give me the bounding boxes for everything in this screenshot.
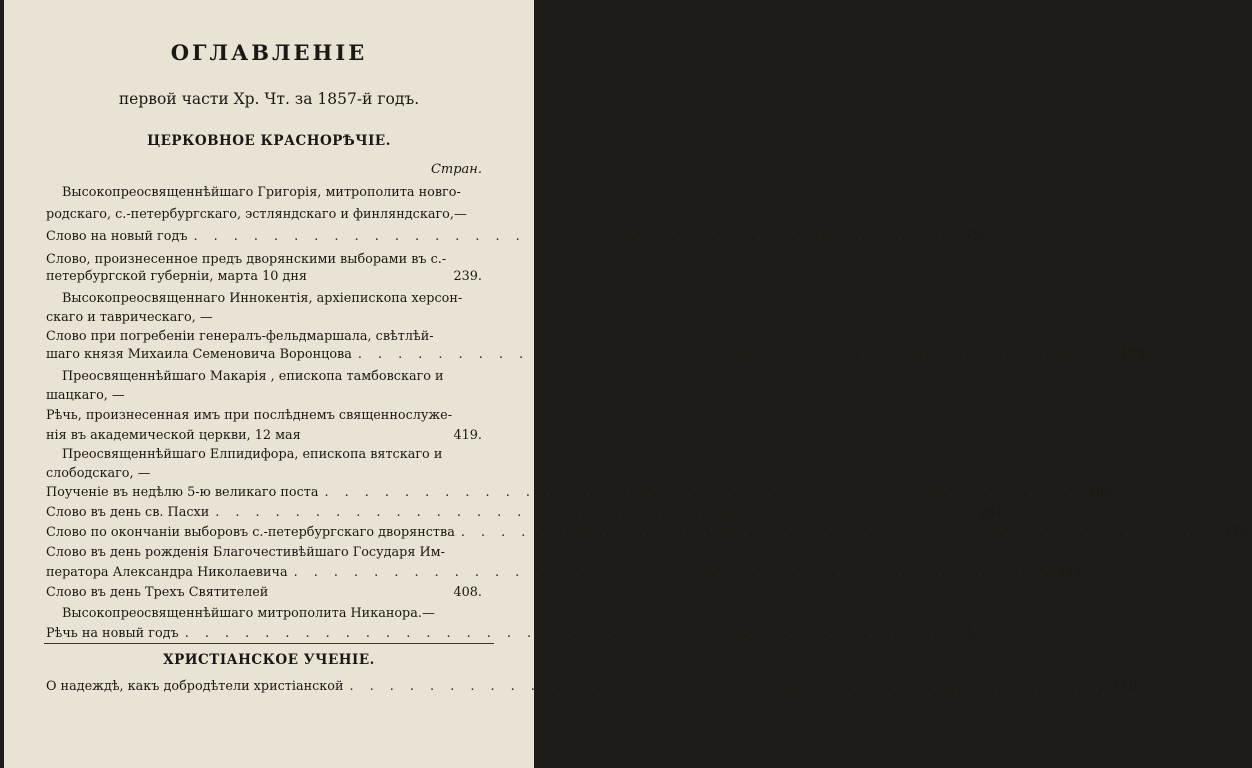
toc-entry[interactable] xyxy=(46,346,1150,364)
toc-line: Слово, произнесенное предъ дворянскими выборами въ с.- xyxy=(46,252,447,267)
dot-leader: . . . . . . . . . . . . . . . . . . . . . . . . . . . . . . . . . . . . . . xyxy=(349,679,1105,694)
toc-entry-page: 408. xyxy=(453,585,482,600)
book-page xyxy=(4,0,1252,768)
toc-entry[interactable] xyxy=(46,228,985,246)
toc-line: шацкаго, — xyxy=(46,388,125,403)
toc-entry-title: Слово по окончаніи выборовъ с.-петербургскаго дворянства xyxy=(46,525,455,540)
toc-entry-title: нія въ академической церкви, 12 мая xyxy=(46,428,301,443)
toc-entry-page: 333. xyxy=(1056,565,1086,580)
toc-entry-page: 419. xyxy=(453,428,482,443)
dot-leader: . . . . . . . . . . . . . . . . . . . . . . . . . . . . . . . . . . . . . . xyxy=(184,626,940,641)
dot-leader: . . . . . . . . . . . . . . . . . . . . . . . . . . . . . . . . . . . . . . xyxy=(357,347,1113,362)
section-heading: ЦЕРКОВНОЕ КРАСНОРѢЧІЕ. xyxy=(147,133,391,149)
section-divider xyxy=(44,643,494,644)
toc-line: Высокопреосвященнѣйшаго Григорія, митрополита новго- xyxy=(62,185,461,200)
toc-entry-title: шаго князя Михаила Семеновича Воронцова xyxy=(46,347,352,362)
dot-leader: . . . . . . . . . . . . . . . . . . . . . . . . . . . . . . . . . . . . . . xyxy=(293,565,1049,580)
toc-entry-title: ператора Александра Николаевича xyxy=(46,565,288,580)
dot-leader: . . . . . . . . . . . . . . . . . . . . . . . . . . . . . . . . . . . . . . xyxy=(193,229,949,244)
toc-entry-page: 239. xyxy=(453,269,482,284)
toc-entry[interactable] xyxy=(46,427,482,445)
toc-line: Преосвященнѣйшаго Елпидифора, епископа вятскаго и xyxy=(62,447,443,462)
toc-line: Слово въ день рожденія Благочестивѣйшаго Государя Им- xyxy=(46,545,445,560)
section-heading: ХРИСТІАНСКОЕ УЧЕНІЕ. xyxy=(163,652,375,668)
toc-entry[interactable] xyxy=(46,625,976,643)
toc-line: Слово при погребеніи генералъ-фельдмаршала, свѣтлѣй- xyxy=(46,329,434,344)
toc-entry-page: 279. xyxy=(1223,525,1252,540)
toc-entry-page: 118. xyxy=(1112,679,1142,694)
page-subtitle: первой части Хр. Чт. за 1857-й годъ. xyxy=(118,90,420,108)
toc-entry-title: Слово въ день Трехъ Святителей xyxy=(46,585,269,600)
toc-entry[interactable] xyxy=(46,484,1117,502)
toc-line: скаго и таврическаго, — xyxy=(46,310,213,325)
toc-line: Высокопреосвященнѣйшаго митрополита Никанора.— xyxy=(62,606,435,621)
toc-entry-page: 209. xyxy=(1087,485,1117,500)
toc-entry[interactable] xyxy=(46,504,1007,522)
toc-entry-title: Рѣчь на новый годъ xyxy=(46,626,179,641)
toc-entry-title: петербургской губерніи, марта 10 дня xyxy=(46,269,307,284)
pages-column-label: Стран. xyxy=(430,162,482,177)
toc-entry-title: Слово на новый годъ xyxy=(46,229,188,244)
toc-line: Высокопреосвященнаго Иннокентія, архіепископа херсон- xyxy=(62,291,463,306)
toc-entry-title: Поученіе въ недѣлю 5-ю великаго поста xyxy=(46,485,319,500)
toc-entry[interactable] xyxy=(46,584,482,602)
toc-entry-title: Слово въ день св. Пасхи xyxy=(46,505,210,520)
toc-entry-page: 261. xyxy=(978,505,1007,520)
toc-entry[interactable] xyxy=(46,524,1252,542)
toc-entry[interactable] xyxy=(46,564,1086,582)
toc-entry[interactable] xyxy=(46,678,1142,696)
toc-entry[interactable] xyxy=(46,268,482,286)
toc-line: Преосвященнѣйшаго Макарія , епископа тамбовскаго и xyxy=(62,369,444,384)
toc-entry-title: О надеждѣ, какъ добродѣтели христіанской xyxy=(46,679,344,694)
toc-line: родскаго, с.-петербургскаго, эстляндскаго и финляндскаго,— xyxy=(46,207,467,222)
dot-leader: . . . . . . . . . . . . . . . . . . . . . . . . . . . . . . . . . . . . . . xyxy=(215,505,971,520)
toc-line: Рѣчь, произнесенная имъ при послѣднемъ священнослуже- xyxy=(46,408,453,423)
dot-leader: . . . . . . . . . . . . . . . . . . . . . . . . . . . . . . . . . . . . . . xyxy=(324,485,1080,500)
toc-entry-page: 75. xyxy=(964,229,985,244)
toc-entry-page: 3. xyxy=(963,626,976,641)
toc-line: слободскаго, — xyxy=(46,466,151,481)
page-title: ОГЛАВЛЕНІЕ xyxy=(170,40,368,65)
toc-entry-page: 178. xyxy=(1120,347,1150,362)
dot-leader: . . . . . . . . . . . . . . . . . . . . . . . . . . . . . . . . . . . . . . xyxy=(460,525,1216,540)
